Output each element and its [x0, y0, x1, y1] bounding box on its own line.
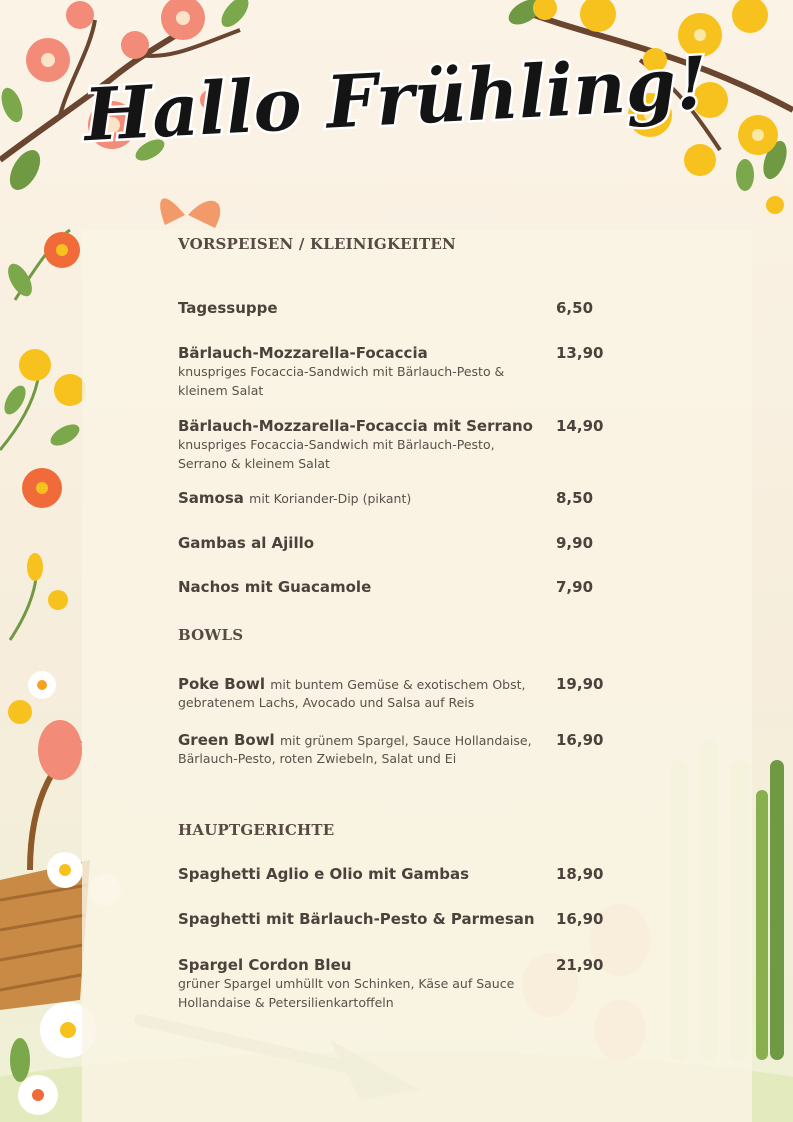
item-name: Bärlauch-Mozzarella-Focaccia: [178, 344, 428, 362]
section-hauptgerichte: HAUPTGERICHTE: [178, 821, 335, 839]
left-flowers-icon: [0, 230, 86, 724]
item-price: 14,90: [556, 417, 604, 435]
item-name: Samosa: [178, 489, 244, 507]
item-description: knuspriges Focaccia-Sandwich mit Bärlauch-Pesto & kleinem Salat: [178, 364, 505, 398]
item-inline-description: mit buntem Gemüse & exotischem Obst,: [270, 677, 526, 692]
menu-item: [178, 956, 618, 1012]
item-name: Green Bowl: [178, 731, 275, 749]
item-price: 16,90: [556, 910, 604, 928]
menu-item: [178, 731, 618, 768]
menu-item: [178, 534, 618, 552]
item-name: Spargel Cordon Bleu: [178, 956, 352, 974]
item-description: Bärlauch-Pesto, roten Zwiebeln, Salat und Ei: [178, 751, 457, 766]
item-price: 19,90: [556, 675, 604, 693]
item-price: 9,90: [556, 534, 594, 552]
item-name: Gambas al Ajillo: [178, 534, 315, 552]
title-text: Hallo Frühling!: [81, 39, 710, 158]
menu-item: [178, 344, 618, 400]
menu-item: [178, 865, 618, 883]
item-price: 21,90: [556, 956, 604, 974]
item-name: Bärlauch-Mozzarella-Focaccia mit Serrano: [178, 417, 533, 435]
menu-item: [178, 578, 618, 596]
section-vorspeisen: VORSPEISEN / KLEINIGKEITEN: [178, 235, 456, 253]
item-price: 18,90: [556, 865, 604, 883]
item-price: 13,90: [556, 344, 604, 362]
menu-item: [178, 417, 618, 473]
menu-item: [178, 675, 618, 712]
item-name: Tagessuppe: [178, 299, 278, 317]
item-description: gebratenem Lachs, Avocado und Salsa auf Reis: [178, 695, 475, 710]
item-price: 6,50: [556, 299, 594, 317]
item-description: knuspriges Focaccia-Sandwich mit Bärlauch-Pesto, Serrano & kleinem Salat: [178, 437, 495, 471]
item-inline-description: mit grünem Spargel, Sauce Hollandaise,: [279, 733, 532, 748]
menu-item: [178, 910, 618, 928]
item-price: 16,90: [556, 731, 604, 749]
item-name: Nachos mit Guacamole: [178, 578, 372, 596]
page-title: [0, 24, 793, 164]
item-price: 8,50: [556, 489, 594, 507]
menu-item: [178, 489, 618, 507]
item-price: 7,90: [556, 578, 594, 596]
menu-item: [178, 299, 618, 317]
item-inline-description: mit Koriander-Dip (pikant): [249, 491, 412, 506]
item-name: Spaghetti Aglio e Olio mit Gambas: [178, 865, 470, 883]
item-description: grüner Spargel umhüllt von Schinken, Käse auf Sauce Hollandaise & Petersilienkartoffeln: [178, 976, 515, 1010]
section-bowls: BOWLS: [178, 626, 244, 644]
item-name: Spaghetti mit Bärlauch-Pesto & Parmesan: [178, 910, 535, 928]
item-name: Poke Bowl: [178, 675, 266, 693]
butterfly-icon: [160, 198, 220, 228]
